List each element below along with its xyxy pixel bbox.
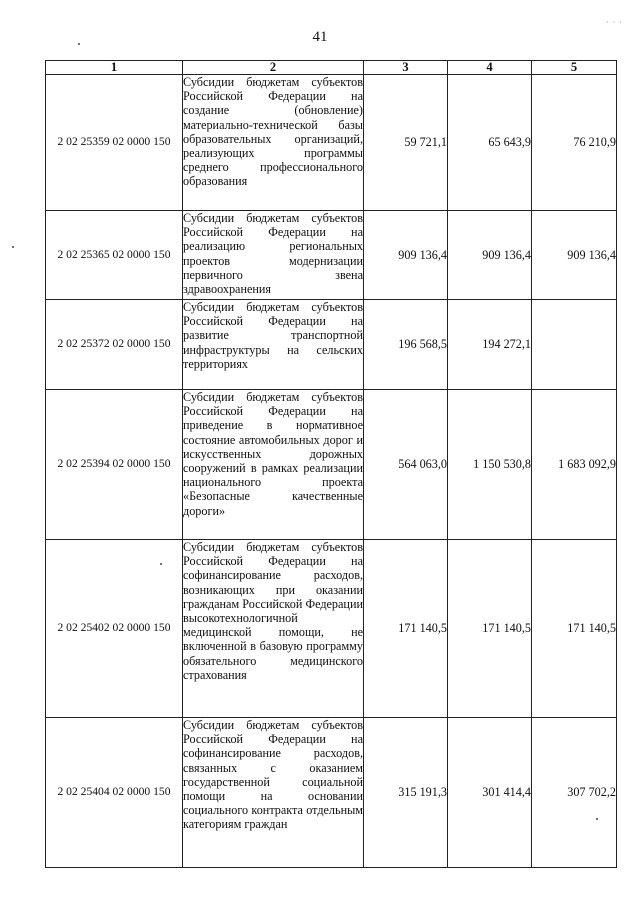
column-header: 5 (532, 61, 617, 75)
subsidy-description: Субсидии бюджетам субъектов Российской Федерации на приведение в нормативное состояние автомобильных дорог и искусственных дорожных сооружений в рамках реализации национального проекта «Безопасные качественные дороги» (183, 390, 364, 540)
scan-speck (78, 43, 80, 45)
subsidy-description: Субсидии бюджетам субъектов Российской Федерации на софинансирование расходов, связанных с оказанием государственной социальной помощи на основании социального контракта отдельным категориям граждан (183, 718, 364, 868)
value-col5: 171 140,5 (532, 540, 617, 718)
value-col5: 909 136,4 (532, 211, 617, 300)
column-header: 4 (448, 61, 532, 75)
value-col4: 171 140,5 (448, 540, 532, 718)
value-col4: 65 643,9 (448, 75, 532, 211)
value-col5: 307 702,2 (532, 718, 617, 868)
budget-code: 2 02 25372 02 0000 150 (46, 300, 183, 390)
subsidy-description: Субсидии бюджетам субъектов Российской Федерации на создание (обновление) материально-технической базы образовательных организаций, реализующих программы среднего профессионального образования (183, 75, 364, 211)
budget-table (45, 60, 617, 868)
subsidy-description: Субсидии бюджетам субъектов Российской Федерации на софинансирование расходов, возникающих при оказании гражданам Российской Федерации высокотехнологичной медицинской помощи, не включенной в базовую программу обязательного медицинского страхования (183, 540, 364, 718)
column-header: 1 (46, 61, 183, 75)
scan-speck (12, 246, 14, 248)
subsidy-description: Субсидии бюджетам субъектов Российской Федерации на развитие транспортной инфраструктуры на сельских территориях (183, 300, 364, 390)
value-col3: 196 568,5 (364, 300, 448, 390)
budget-code: 2 02 25359 02 0000 150 (46, 75, 183, 211)
budget-code: 2 02 25402 02 0000 150 (46, 540, 183, 718)
page-number: 41 (312, 29, 328, 45)
value-col3: 59 721,1 (364, 75, 448, 211)
value-col3: 171 140,5 (364, 540, 448, 718)
column-header: 2 (183, 61, 364, 75)
scan-artifact-mark: · · · (606, 18, 623, 27)
budget-code: 2 02 25365 02 0000 150 (46, 211, 183, 300)
subsidy-description: Субсидии бюджетам субъектов Российской Федерации на реализацию региональных проектов модернизации первичного звена здравоохранения (183, 211, 364, 300)
value-col4: 301 414,4 (448, 718, 532, 868)
value-col4: 1 150 530,8 (448, 390, 532, 540)
budget-code: 2 02 25404 02 0000 150 (46, 718, 183, 868)
value-col5: 76 210,9 (532, 75, 617, 211)
value-col3: 564 063,0 (364, 390, 448, 540)
table-row (46, 540, 617, 718)
value-col3: 909 136,4 (364, 211, 448, 300)
table-row (46, 390, 617, 540)
column-header: 3 (364, 61, 448, 75)
value-col3: 315 191,3 (364, 718, 448, 868)
value-col5 (532, 300, 617, 390)
table-row (46, 211, 617, 300)
table-row (46, 718, 617, 868)
value-col4: 909 136,4 (448, 211, 532, 300)
table-row (46, 300, 617, 390)
budget-code: 2 02 25394 02 0000 150 (46, 390, 183, 540)
table-header-row (46, 61, 617, 75)
value-col4: 194 272,1 (448, 300, 532, 390)
value-col5: 1 683 092,9 (532, 390, 617, 540)
table-row (46, 75, 617, 211)
